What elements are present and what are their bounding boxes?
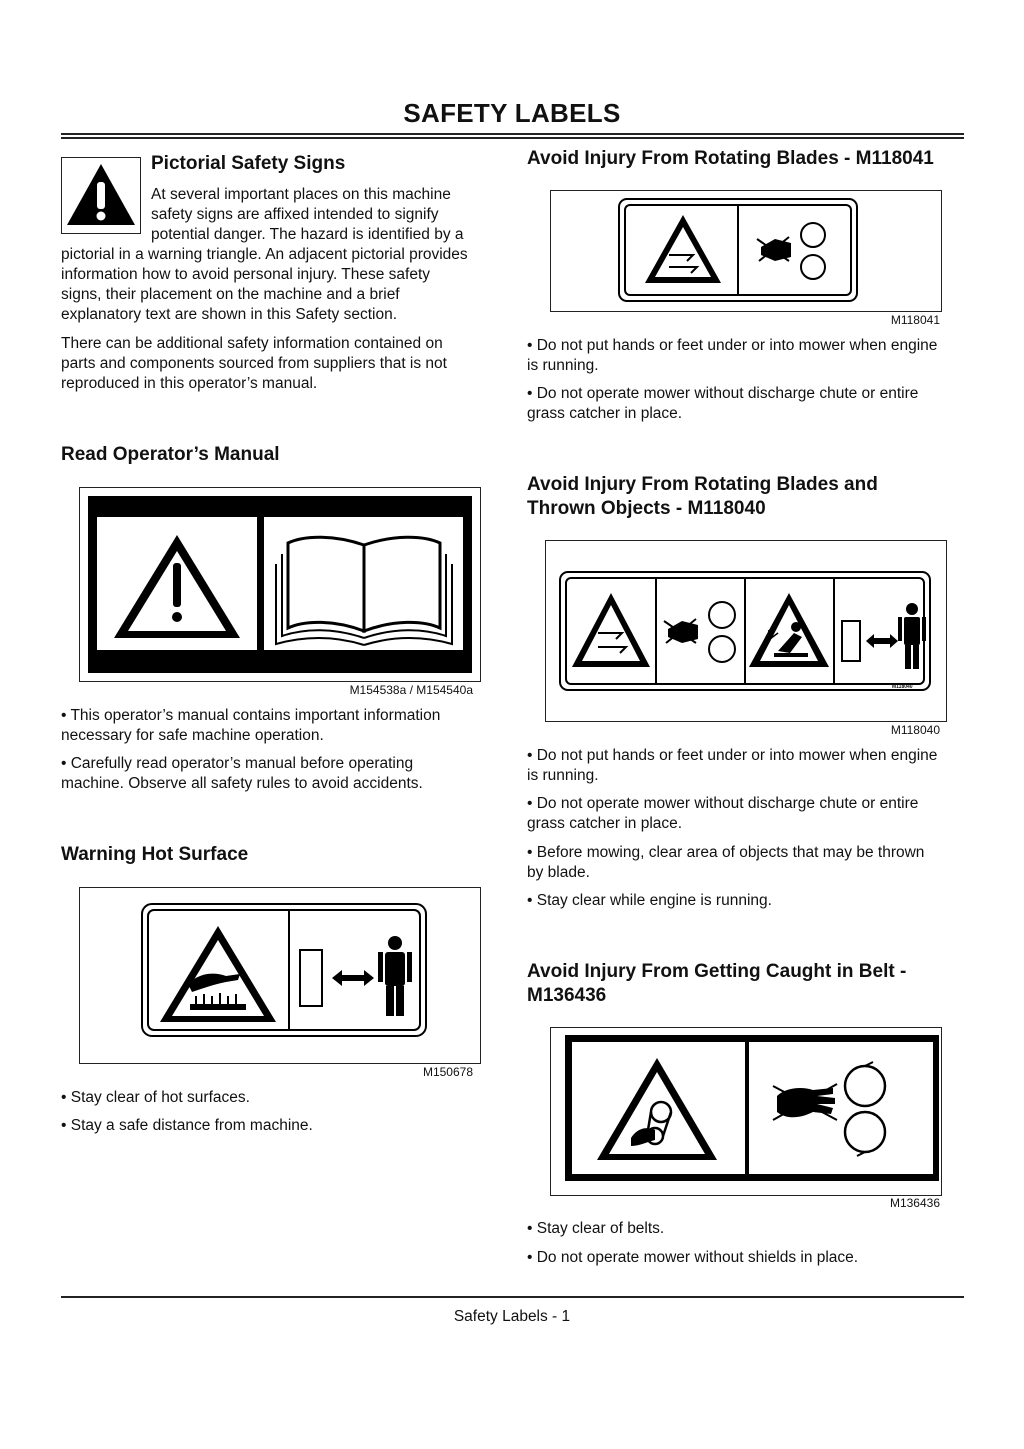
thrown-objects-decal <box>545 540 947 722</box>
belt-caption: M136436 <box>889 1196 940 1210</box>
read-manual-decal <box>79 487 481 682</box>
footer-rule <box>61 1296 964 1298</box>
blades-bullet-2: • Do not operate mower without discharge chute or entire grass catcher in place. <box>527 385 919 422</box>
belt-heading: Avoid Injury From Getting Caught in Belt - M136436 <box>527 961 907 1006</box>
warning-triangle-exclamation-icon <box>61 157 141 234</box>
hot-surface-heading: Warning Hot Surface <box>61 844 249 865</box>
intro-paragraph-bottom: pictorial in a warning triangle. An adjacent pictorial provides information how to avoid personal injury. These safety signs, their placement on the machine and a brief explanatory text are shown in this Safety section. <box>61 246 468 323</box>
thrown-bullet-3: • Before mowing, clear area of objects that may be thrown by blade. <box>527 844 925 881</box>
belt-bullet-2: • Do not operate mower without shields in place. <box>527 1249 859 1266</box>
page-title: SAFETY LABELS <box>403 98 621 128</box>
rotating-blades-decal <box>550 190 942 312</box>
read-manual-heading: Read Operator’s Manual <box>61 444 280 465</box>
belt-decal <box>550 1027 942 1196</box>
rotating-blades-caption: M118041 <box>890 313 940 327</box>
decal-code-label: M118040 <box>892 684 913 690</box>
manual-bullet-1: • This operator’s manual contains important information necessary for safe machine operation. <box>61 707 441 744</box>
manual-bullet-2: • Carefully read operator’s manual before operating machine. Observe all safety rules to avoid accidents. <box>61 755 423 792</box>
additional-info-paragraph: There can be additional safety information contained on parts and components sourced from suppliers that is not reproduced in this operator’s manual. <box>61 335 447 392</box>
hot-surface-caption: M150678 <box>422 1065 473 1079</box>
thrown-bullet-2: • Do not operate mower without discharge chute or entire grass catcher in place. <box>527 795 919 832</box>
thrown-bullet-1: • Do not put hands or feet under or into mower when engine is running. <box>527 747 938 784</box>
read-manual-caption: M154538a / M154540a <box>349 683 473 697</box>
title-rule-top <box>61 133 964 135</box>
thrown-objects-heading: Avoid Injury From Rotating Blades and Thrown Objects - M118040 <box>527 474 878 519</box>
hot-bullet-2: • Stay a safe distance from machine. <box>61 1117 313 1134</box>
hot-bullet-1: • Stay clear of hot surfaces. <box>61 1089 250 1106</box>
page-footer: Safety Labels - 1 <box>453 1308 571 1325</box>
blades-bullet-1: • Do not put hands or feet under or into mower when engine is running. <box>527 337 938 374</box>
thrown-bullet-4: • Stay clear while engine is running. <box>527 892 772 909</box>
intro-paragraph-top: At several important places on this machine safety signs are affixed intended to signify potential danger. The hazard is identified by a <box>151 186 464 243</box>
rotating-blades-heading: Avoid Injury From Rotating Blades - M118041 <box>527 148 934 169</box>
belt-bullet-1: • Stay clear of belts. <box>527 1220 665 1237</box>
hot-surface-decal <box>79 887 481 1064</box>
pictorial-safety-signs-heading: Pictorial Safety Signs <box>151 153 346 174</box>
thrown-objects-caption: M118040 <box>890 723 940 737</box>
title-rule-bottom <box>61 137 964 139</box>
